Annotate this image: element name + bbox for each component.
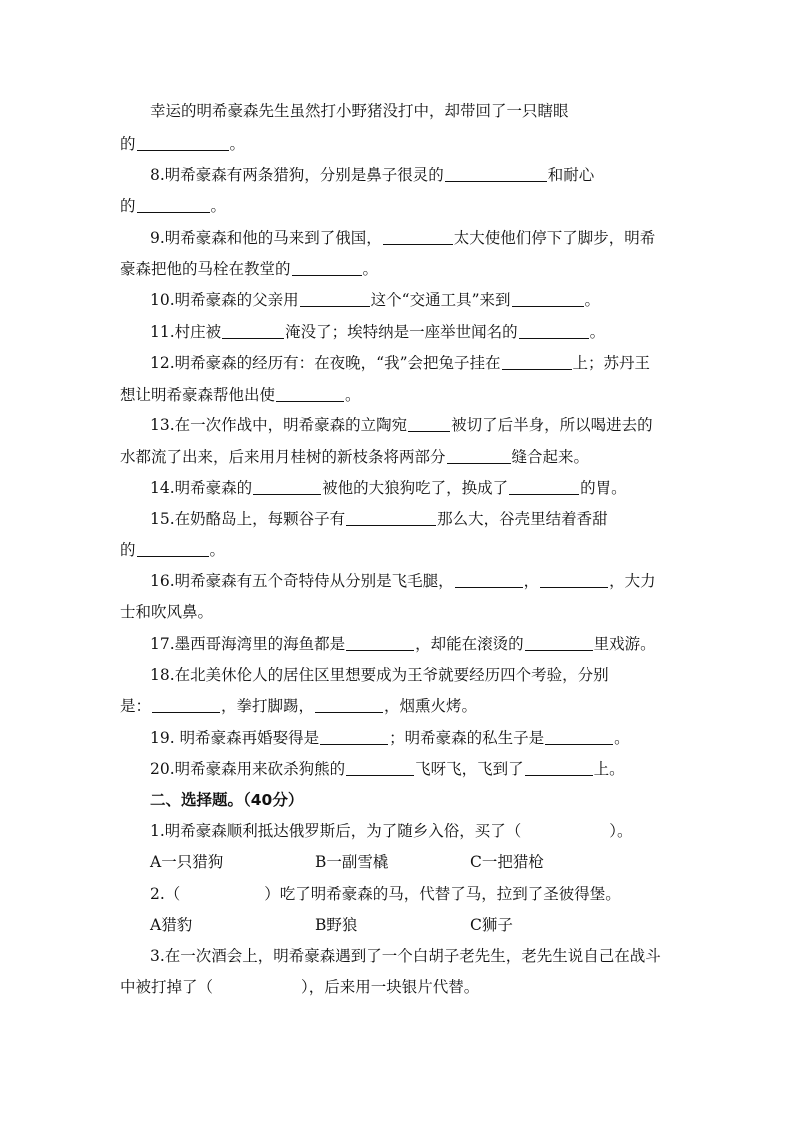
answer-blank[interactable] — [519, 322, 589, 339]
answer-blank[interactable] — [346, 634, 414, 651]
question-18: 18.在北美休伦人的居住区里想要成为王爷就要经历四个考验，分别 — [150, 666, 609, 684]
answer-blank[interactable] — [300, 290, 370, 307]
choice-question-2: 2.（ ）吃了明希豪森的马，代替了马，拉到了圣彼得堡。 — [150, 885, 621, 903]
answer-blank[interactable] — [525, 634, 593, 651]
question-13: 13.在一次作战中，明希豪森的立陶宛 被切了后半身，所以喝进去的 — [150, 416, 653, 434]
text-line: 士和吹风鼻。 — [120, 603, 214, 621]
question-17: 17.墨西哥海湾里的海鱼都是 ，却能在滚烫的 里戏游。 — [150, 635, 656, 653]
text-line: 幸运的明希豪森先生虽然打小野猪没打中，却带回了一只瞎眼 — [150, 102, 569, 120]
answer-blank[interactable] — [253, 478, 321, 495]
answer-blank[interactable] — [222, 322, 284, 339]
answer-blank[interactable] — [320, 728, 388, 745]
answer-blank[interactable] — [545, 728, 613, 745]
question-10: 10.明希豪森的父亲用 这个“交通工具”来到 。 — [150, 291, 601, 309]
answer-blank[interactable] — [525, 759, 593, 776]
answer-blank[interactable] — [346, 759, 414, 776]
option-b[interactable]: B一副雪橇 — [315, 853, 389, 871]
text-line: 豪森把他的马栓在教堂的 。 — [120, 260, 379, 278]
answer-blank[interactable] — [540, 571, 608, 588]
answer-blank[interactable] — [346, 509, 436, 526]
answer-blank[interactable] — [137, 540, 209, 557]
answer-blank[interactable] — [137, 134, 229, 151]
question-11: 11.村庄被 淹没了；埃特纳是一座举世闻名的 。 — [150, 323, 606, 341]
question-19: 19. 明希豪森再婚娶得是 ；明希豪森的私生子是 。 — [150, 729, 630, 747]
question-15: 15.在奶酪岛上，每颗谷子有 那么大，谷壳里结着香甜 — [150, 510, 608, 528]
question-20: 20.明希豪森用来砍杀狗熊的 飞呀飞，飞到了 上。 — [150, 760, 625, 778]
question-14: 14.明希豪森的 被他的大狼狗吃了，换成了 的胃。 — [150, 479, 627, 497]
answer-blank[interactable] — [512, 290, 584, 307]
option-a[interactable]: A猎豹 — [150, 916, 193, 934]
option-a[interactable]: A一只猎狗 — [150, 853, 224, 871]
choice-question-1: 1.明希豪森顺利抵达俄罗斯后，为了随乡入俗，买了（ ）。 — [150, 822, 633, 840]
question-9: 9.明希豪森和他的马来到了俄国， 太大使他们停下了脚步，明希 — [150, 229, 656, 247]
option-c[interactable]: C狮子 — [470, 916, 513, 934]
section-heading: 二、选择题。（40分） — [150, 791, 304, 809]
option-c[interactable]: C一把猎枪 — [470, 853, 544, 871]
answer-blank[interactable] — [137, 196, 210, 213]
question-16: 16.明希豪森有五个奇特侍从分别是飞毛腿， ， ，大力 — [150, 572, 656, 590]
answer-blank[interactable] — [509, 478, 579, 495]
text-line: 的 。 — [120, 135, 246, 153]
answer-blank[interactable] — [383, 228, 453, 245]
text-line: 的 。 — [120, 541, 226, 559]
text-line: 的 。 — [120, 197, 227, 215]
answer-blank[interactable] — [408, 415, 450, 432]
question-8: 8.明希豪森有两条猎狗，分别是鼻子很灵的 和耐心 — [150, 166, 595, 184]
answer-blank[interactable] — [292, 259, 362, 276]
text-line: 中被打掉了（ ），后来用一块银片代替。 — [120, 978, 480, 996]
choice-question-3: 3.在一次酒会上，明希豪森遇到了一个白胡子老先生，老先生说自己在战斗 — [150, 947, 661, 965]
question-12: 12.明希豪森的经历有：在夜晚，“我”会把兔子挂在 上；苏丹王 — [150, 354, 651, 372]
answer-blank[interactable] — [455, 571, 523, 588]
answer-blank[interactable] — [447, 447, 511, 464]
option-b[interactable]: B野狼 — [315, 916, 358, 934]
answer-blank[interactable] — [152, 696, 220, 713]
text-line: 想让明希豪森帮他出使 。 — [120, 386, 361, 404]
answer-blank[interactable] — [315, 696, 383, 713]
text-line: 水都流了出来，后来用月桂树的新枝条将两部分 缝合起来。 — [120, 448, 590, 466]
answer-blank[interactable] — [276, 385, 344, 402]
answer-blank[interactable] — [502, 353, 572, 370]
answer-blank[interactable] — [445, 165, 547, 182]
text-line: 是： ，拳打脚踢， ，烟熏火烤。 — [120, 697, 478, 715]
